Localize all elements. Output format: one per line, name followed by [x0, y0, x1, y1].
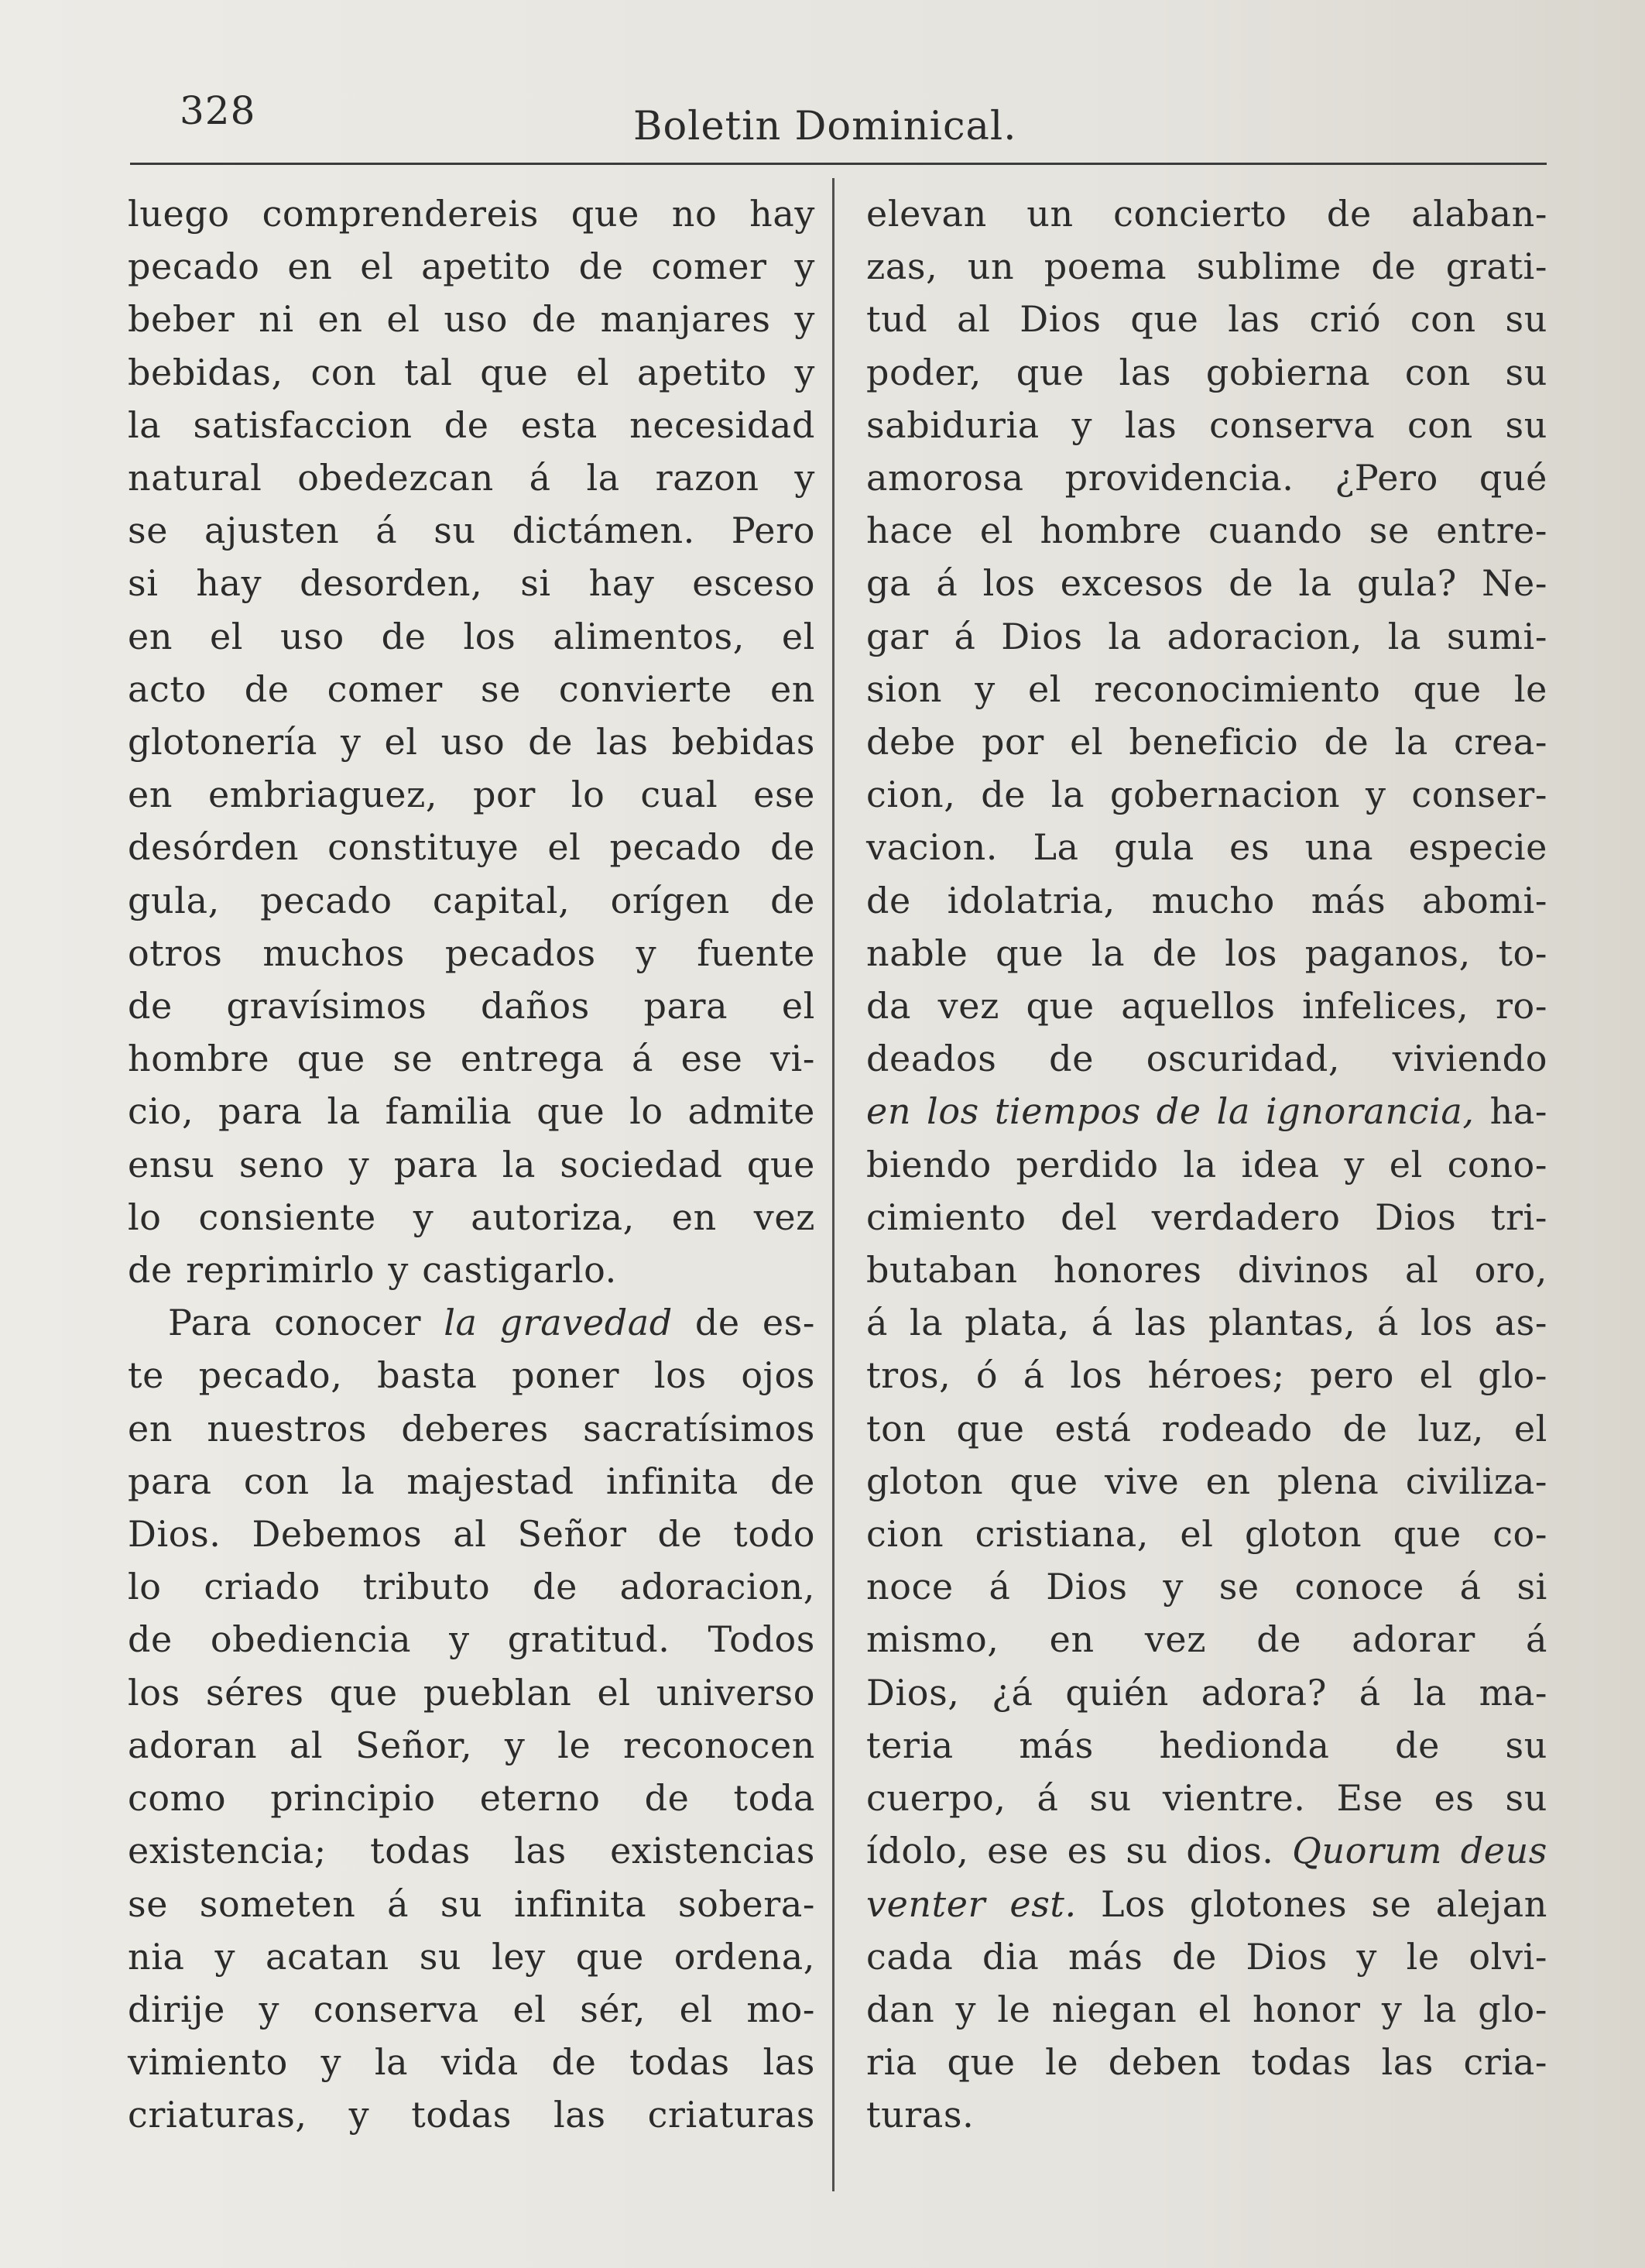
text-line: glotonería y el uso de las bebidas — [128, 721, 815, 763]
text-line: se someten á su infinita sobera- — [128, 1882, 815, 1925]
text-line: como principio eterno de toda — [128, 1777, 815, 1820]
text-line: turas. — [866, 2094, 975, 2136]
text-line: en nuestros deberes sacratísimos — [128, 1407, 815, 1450]
text-line: tud al Dios que las crió con su — [866, 298, 1547, 341]
text-line: de reprimirlo y castigarlo. — [128, 1249, 617, 1292]
text-line: criaturas, y todas las criaturas — [128, 2094, 815, 2136]
text-line: nia y acatan su ley que ordena, — [128, 1935, 815, 1978]
text-line: gula, pecado capital, orígen de — [128, 879, 815, 921]
text-line: existencia; todas las existencias — [128, 1830, 815, 1872]
text-line: luego comprendereis que no hay — [128, 193, 815, 235]
text-line: bebidas, con tal que el apetito y — [128, 351, 815, 393]
text-line: cimiento del verdadero Dios tri- — [866, 1196, 1547, 1238]
text-line: beber ni en el uso de manjares y — [128, 298, 815, 341]
text-line: cion cristiana, el gloton que co- — [866, 1513, 1547, 1556]
text-line: zas, un poema sublime de grati- — [866, 245, 1547, 288]
text-line: cion, de la gobernacion y conser- — [866, 774, 1547, 816]
text-line: tros, ó á los héroes; pero el glo- — [866, 1354, 1547, 1397]
text-line: hace el hombre cuando se entre- — [866, 510, 1547, 552]
text-line: dan y le niegan el honor y la glo- — [866, 1988, 1547, 2030]
text-line: nable que la de los paganos, to- — [866, 932, 1547, 974]
text-line: ensu seno y para la sociedad que — [128, 1143, 815, 1185]
text-line: lo criado tributo de adoracion, — [128, 1566, 815, 1608]
text-line: se ajusten á su dictámen. Pero — [128, 510, 815, 552]
text-line: adoran al Señor, y le reconocen — [128, 1724, 815, 1766]
text-line: poder, que las gobierna con su — [866, 351, 1547, 393]
text-line: natural obedezcan á la razon y — [128, 457, 815, 499]
text-line: butaban honores divinos al oro, — [866, 1249, 1547, 1292]
text-line: ídolo, ese es su dios. Quorum deus — [866, 1830, 1547, 1872]
text-line: gloton que vive en plena civiliza- — [866, 1460, 1547, 1502]
text-line: en embriaguez, por lo cual ese — [128, 774, 815, 816]
text-line: ria que le deben todas las cria- — [866, 2041, 1547, 2084]
text-line: da vez que aquellos infelices, ro- — [866, 985, 1547, 1028]
text-line: te pecado, basta poner los ojos — [128, 1354, 815, 1397]
text-line: amorosa providencia. ¿Pero qué — [866, 457, 1547, 499]
text-line: pecado en el apetito de comer y — [128, 245, 815, 288]
text-line: los séres que pueblan el universo — [128, 1671, 815, 1714]
text-line: dirije y conserva el sér, el mo- — [128, 1988, 815, 2030]
text-line: si hay desorden, si hay esceso — [128, 562, 815, 605]
text-line: en el uso de los alimentos, el — [128, 615, 815, 657]
header-rule — [130, 163, 1547, 165]
text-line: de gravísimos daños para el — [128, 985, 815, 1028]
text-line: debe por el beneficio de la crea- — [866, 721, 1547, 763]
text-line: á la plata, á las plantas, á los as- — [866, 1302, 1547, 1344]
text-line: acto de comer se convierte en — [128, 667, 815, 710]
text-line: cuerpo, á su vientre. Ese es su — [866, 1777, 1547, 1820]
right-text-column — [866, 187, 1547, 2142]
text-line: vacion. La gula es una especie — [866, 826, 1547, 869]
text-line: cada dia más de Dios y le olvi- — [866, 1935, 1547, 1978]
text-line: ton que está rodeado de luz, el — [866, 1407, 1547, 1450]
column-divider — [832, 178, 834, 2191]
text-line: teria más hedionda de su — [866, 1724, 1547, 1766]
text-line: biendo perdido la idea y el cono- — [866, 1143, 1547, 1185]
text-line: de obediencia y gratitud. Todos — [128, 1618, 815, 1661]
text-line: Para conocer la gravedad de es- — [168, 1302, 815, 1344]
text-line: lo consiente y autoriza, en vez — [128, 1196, 815, 1238]
text-line: desórden constituye el pecado de — [128, 826, 815, 869]
text-line: Dios. Debemos al Señor de todo — [128, 1513, 815, 1556]
text-line: otros muchos pecados y fuente — [128, 932, 815, 974]
text-line: cio, para la familia que lo admite — [128, 1090, 815, 1133]
text-line: venter est. Los glotones se alejan — [866, 1882, 1547, 1925]
text-line: gar á Dios la adoracion, la sumi- — [866, 615, 1547, 657]
text-line: para con la majestad infinita de — [128, 1460, 815, 1502]
text-line: mismo, en vez de adorar á — [866, 1618, 1547, 1661]
text-line: la satisfaccion de esta necesidad — [128, 403, 815, 446]
text-line: sion y el reconocimiento que le — [866, 667, 1547, 710]
text-line: noce á Dios y se conoce á si — [866, 1566, 1547, 1608]
text-line: Dios, ¿á quién adora? á la ma- — [866, 1671, 1547, 1714]
text-line: deados de oscuridad, viviendo — [866, 1038, 1547, 1080]
page-number: 328 — [180, 88, 256, 133]
text-line: vimiento y la vida de todas las — [128, 2041, 815, 2084]
text-line: de idolatria, mucho más abomi- — [866, 879, 1547, 921]
text-line: elevan un concierto de alaban- — [866, 193, 1547, 235]
text-line: en los tiempos de la ignorancia, ha- — [866, 1090, 1547, 1133]
text-line: hombre que se entrega á ese vi- — [128, 1038, 815, 1080]
text-line: sabiduria y las conserva con su — [866, 403, 1547, 446]
running-title: Boletin Dominical. — [633, 104, 1017, 149]
text-line: ga á los excesos de la gula? Ne- — [866, 562, 1547, 605]
left-text-column — [128, 187, 815, 2142]
